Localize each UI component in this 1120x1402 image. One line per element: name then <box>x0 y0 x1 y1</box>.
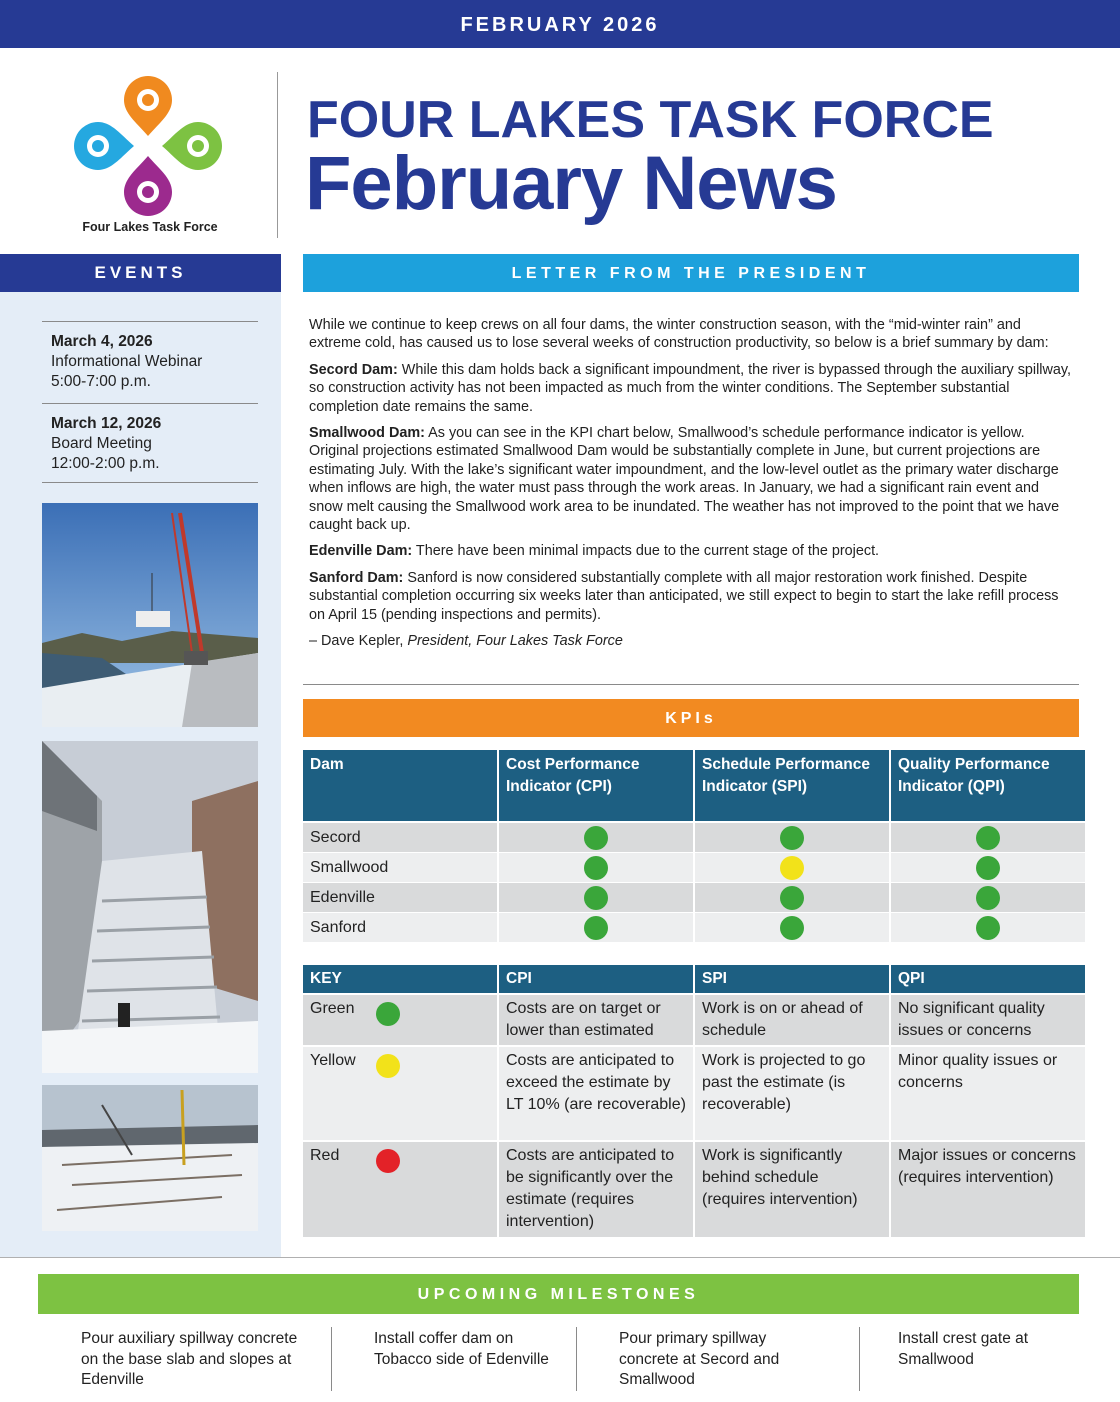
green-status-icon <box>780 886 804 910</box>
kpi-qpi-cell <box>891 883 1085 913</box>
key-row <box>303 1142 1085 1239</box>
letter-signature: – Dave Kepler, President, Four Lakes Task Force <box>309 633 623 650</box>
green-status-icon <box>584 856 608 880</box>
header-divider <box>277 72 278 238</box>
yellow-status-icon <box>376 1054 400 1078</box>
section-divider <box>303 684 1079 685</box>
key-qpi-desc: Major issues or concerns (requires intervention) <box>891 1142 1085 1239</box>
kpi-table <box>301 750 1087 943</box>
key-qpi-desc: No significant quality issues or concerns <box>891 995 1085 1047</box>
kpi-col-spi: Schedule Performance Indicator (SPI) <box>695 750 889 823</box>
events-heading: EVENTS <box>0 254 281 292</box>
milestone-divider <box>576 1327 577 1391</box>
kpi-cpi-cell <box>499 823 693 853</box>
crane-photo <box>42 503 258 727</box>
org-title: FOUR LAKES TASK FORCE <box>307 91 994 149</box>
green-status-icon <box>584 826 608 850</box>
kpi-spi-cell <box>695 853 889 883</box>
milestones-heading: UPCOMING MILESTONES <box>38 1274 1079 1314</box>
kpi-header-row <box>303 750 1085 823</box>
key-col-key: KEY <box>303 965 497 995</box>
milestone-divider <box>859 1327 860 1391</box>
milestone-item: Install coffer dam on Tobacco side of Edenville <box>374 1330 549 1368</box>
kpi-cpi-cell <box>499 883 693 913</box>
construction-site-photo <box>42 1085 258 1231</box>
letter-section-edenville: Edenville Dam: There have been minimal impacts due to the current stage of the project. <box>309 543 880 560</box>
key-spi-desc: Work is projected to go past the estimate (is recoverable) <box>695 1047 889 1142</box>
letter-section-sanford: Sanford Dam: Sanford is now considered substantially complete with all major restoration work finished. Despite substantial completion occurring six weeks later than anticipated, we still expect to begin to start the lake refill process on April 15 (pending inspections and permits). <box>309 569 1059 623</box>
events-divider <box>42 482 258 483</box>
key-qpi-desc: Minor quality issues or concerns <box>891 1047 1085 1142</box>
event-item <box>42 321 258 392</box>
footer-divider <box>0 1257 1120 1258</box>
page-title: February News <box>305 141 837 226</box>
green-status-icon <box>584 916 608 940</box>
president-letter <box>309 316 1071 659</box>
key-col-qpi: QPI <box>891 965 1085 995</box>
milestone-item: Pour auxiliary spillway concrete on the base slab and slopes at Edenville <box>81 1330 298 1388</box>
key-col-cpi: CPI <box>499 965 693 995</box>
spillway-photo <box>42 741 258 1073</box>
kpi-cpi-cell <box>499 853 693 883</box>
kpi-dam-name: Smallwood <box>303 853 497 883</box>
key-cpi-desc: Costs are on target or lower than estimated <box>499 995 693 1047</box>
green-status-icon <box>976 916 1000 940</box>
event-time: 12:00-2:00 p.m. <box>51 455 160 472</box>
key-cpi-desc: Costs are anticipated to exceed the estimate by LT 10% (are recoverable) <box>499 1047 693 1142</box>
event-date: March 4, 2026 <box>51 333 153 350</box>
key-label: Yellow <box>310 1052 356 1069</box>
kpi-dam-name: Secord <box>303 823 497 853</box>
green-status-icon <box>584 886 608 910</box>
event-name: Board Meeting <box>51 435 152 452</box>
kpi-row <box>303 823 1085 853</box>
milestone-divider <box>331 1327 332 1391</box>
kpi-qpi-cell <box>891 823 1085 853</box>
letter-heading: LETTER FROM THE PRESIDENT <box>303 254 1079 292</box>
key-label: Red <box>310 1147 340 1164</box>
key-cpi-desc: Costs are anticipated to be significantly over the estimate (requires intervention) <box>499 1142 693 1239</box>
task-force-logo-icon <box>70 70 230 220</box>
key-label-cell <box>303 995 497 1047</box>
logo <box>70 70 230 240</box>
kpi-dam-name: Sanford <box>303 913 497 943</box>
letter-intro: While we continue to keep crews on all four dams, the winter construction season, with the “mid-winter rain” and extreme cold, has caused us to lose several weeks of construction productivity, so below is a brief summary by dam: <box>309 317 1049 352</box>
milestone-item: Install crest gate at Smallwood <box>898 1330 1029 1368</box>
kpi-row <box>303 853 1085 883</box>
green-status-icon <box>976 856 1000 880</box>
yellow-status-icon <box>780 856 804 880</box>
kpi-heading: KPIs <box>303 699 1079 737</box>
key-row <box>303 995 1085 1047</box>
kpi-spi-cell <box>695 913 889 943</box>
green-status-icon <box>780 826 804 850</box>
key-table <box>301 965 1087 1239</box>
green-status-icon <box>976 886 1000 910</box>
kpi-qpi-cell <box>891 853 1085 883</box>
key-label-cell <box>303 1142 497 1239</box>
event-name: Informational Webinar <box>51 353 203 370</box>
key-label: Green <box>310 1000 355 1017</box>
green-status-icon <box>376 1002 400 1026</box>
key-row <box>303 1047 1085 1142</box>
milestone-item: Pour primary spillway concrete at Secord and Smallwood <box>619 1330 780 1388</box>
kpi-qpi-cell <box>891 913 1085 943</box>
key-spi-desc: Work is significantly behind schedule (requires intervention) <box>695 1142 889 1239</box>
kpi-row <box>303 883 1085 913</box>
key-header-row <box>303 965 1085 995</box>
event-item <box>42 403 258 474</box>
key-col-spi: SPI <box>695 965 889 995</box>
kpi-dam-name: Edenville <box>303 883 497 913</box>
letter-section-secord: Secord Dam: While this dam holds back a significant impoundment, the river is bypassed through the auxiliary spillway, so construction activity has not been impacted as much from the winter conditions. The September substantial completion date remains the same. <box>309 361 1071 415</box>
kpi-col-qpi: Quality Performance Indicator (QPI) <box>891 750 1085 823</box>
kpi-cpi-cell <box>499 913 693 943</box>
event-date: March 12, 2026 <box>51 415 162 432</box>
kpi-spi-cell <box>695 823 889 853</box>
kpi-col-cpi: Cost Performance Indicator (CPI) <box>499 750 693 823</box>
kpi-spi-cell <box>695 883 889 913</box>
logo-text: Four Lakes Task Force <box>82 220 218 234</box>
green-status-icon <box>780 916 804 940</box>
kpi-col-dam: Dam <box>303 750 497 823</box>
letter-section-smallwood: Smallwood Dam: As you can see in the KPI chart below, Smallwood’s schedule performance indicator is yellow. Original projections estimated Smallwood Dam would be substantially complete in June, but current projections are estimating July. With the lake’s significant water impoundment, and the low-level outlet as the primary water discharge when inflows are high, the water must pass through the work areas. In January, we had a significant rain event and snow melt causing the Smallwood work area to be inundated. The weather has not improved to the point that we have caught back up. <box>309 425 1060 534</box>
kpi-row <box>303 913 1085 943</box>
event-time: 5:00-7:00 p.m. <box>51 373 151 390</box>
issue-banner: FEBRUARY 2026 <box>0 0 1120 48</box>
key-label-cell <box>303 1047 497 1142</box>
red-status-icon <box>376 1149 400 1173</box>
green-status-icon <box>976 826 1000 850</box>
key-spi-desc: Work is on or ahead of schedule <box>695 995 889 1047</box>
